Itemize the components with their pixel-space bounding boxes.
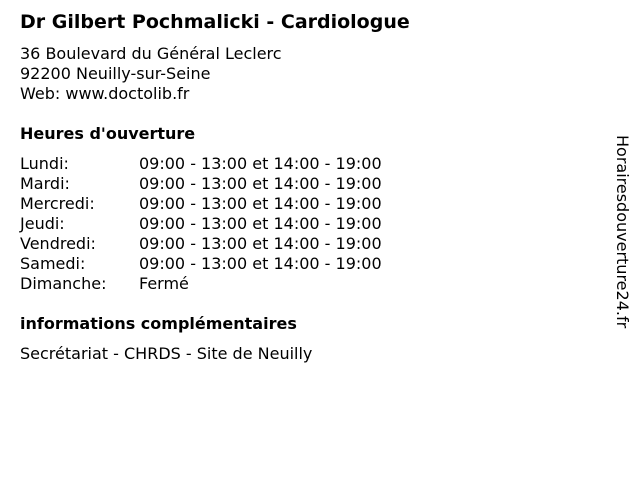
info-heading: informations complémentaires <box>20 314 297 333</box>
hours-time-value: 09:00 - 13:00 et 14:00 - 19:00 <box>139 234 382 253</box>
page-title: Dr Gilbert Pochmalicki - Cardiologue <box>20 11 410 33</box>
hours-day-label: Vendredi: <box>20 234 96 253</box>
hours-day-label: Jeudi: <box>20 214 65 233</box>
hours-time-value: 09:00 - 13:00 et 14:00 - 19:00 <box>139 154 382 173</box>
hours-time-value: Fermé <box>139 274 189 293</box>
hours-time-value: 09:00 - 13:00 et 14:00 - 19:00 <box>139 214 382 233</box>
hours-time-value: 09:00 - 13:00 et 14:00 - 19:00 <box>139 254 382 273</box>
address-block <box>20 44 282 104</box>
hours-day-label: Dimanche: <box>20 274 107 293</box>
info-text: Secrétariat - CHRDS - Site de Neuilly <box>20 344 313 363</box>
hours-day-label: Mercredi: <box>20 194 95 213</box>
hours-heading: Heures d'ouverture <box>20 124 196 143</box>
hours-time-value: 09:00 - 13:00 et 14:00 - 19:00 <box>139 194 382 213</box>
hours-time-value: 09:00 - 13:00 et 14:00 - 19:00 <box>139 174 382 193</box>
hours-day-label: Samedi: <box>20 254 86 273</box>
address-web: Web: www.doctolib.fr <box>20 84 190 103</box>
site-watermark <box>612 135 632 345</box>
address-street: 36 Boulevard du Général Leclerc <box>20 44 282 63</box>
hours-day-label: Lundi: <box>20 154 69 173</box>
hours-day-label: Mardi: <box>20 174 70 193</box>
address-city: 92200 Neuilly-sur-Seine <box>20 64 211 83</box>
watermark-text: Horairesdouverture24.fr <box>613 135 632 329</box>
